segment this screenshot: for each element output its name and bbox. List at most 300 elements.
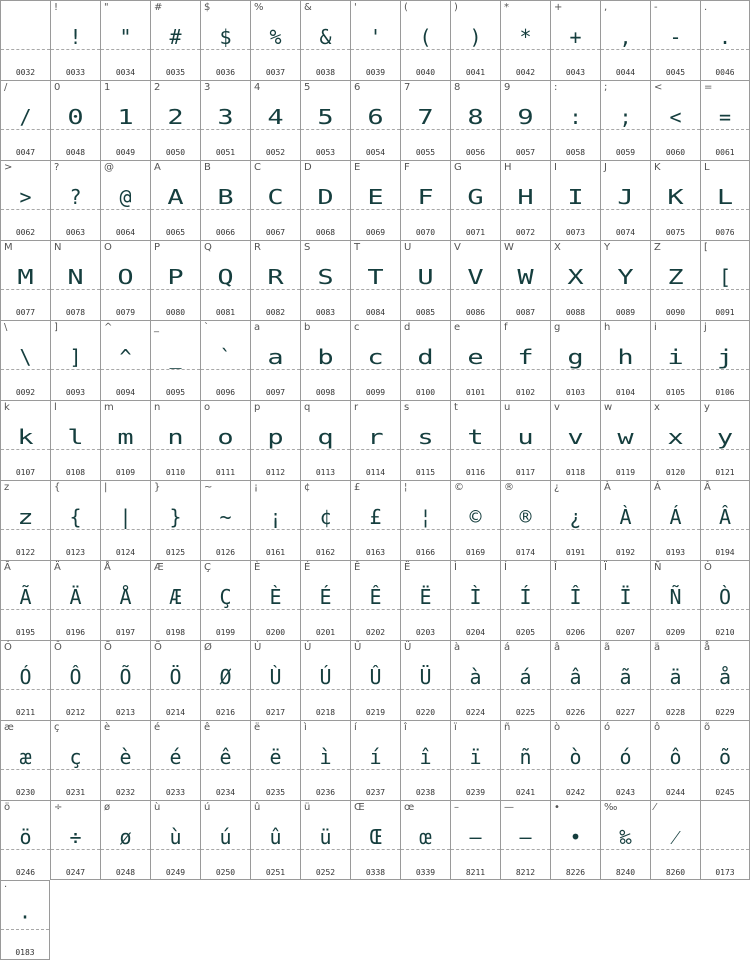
baseline-guide [101,289,150,290]
baseline-guide [301,449,350,450]
char-label: õ [704,722,711,733]
char-label: - [654,2,658,13]
glyph-cell [300,640,350,720]
glyph-sample: E [367,185,384,209]
char-code: 0081 [215,308,236,317]
glyph-sample: 0 [67,105,84,129]
char-label: | [104,482,108,493]
char-label: é [154,722,161,733]
glyph-sample: Œ [369,825,382,849]
char-label: á [504,642,511,653]
char-label: < [654,82,663,93]
char-label: ô [654,722,661,733]
char-label: ç [54,722,60,733]
char-label: — [504,802,514,813]
char-label: \ [4,322,8,333]
glyph-sample: ? [69,185,82,209]
glyph-cell [700,640,750,720]
baseline-guide [451,289,500,290]
char-code: 0059 [615,148,636,157]
char-code: 0070 [415,228,436,237]
char-code: 0226 [565,708,586,717]
glyph-cell [0,320,50,400]
char-label: Œ [354,802,365,813]
baseline-guide [351,609,400,610]
char-code: 0060 [665,148,686,157]
glyph-cell [50,0,100,80]
char-code: 0074 [615,228,636,237]
glyph-cell [0,800,50,880]
baseline-guide [451,209,500,210]
char-label: â [554,642,561,653]
char-code: 0224 [465,708,486,717]
char-label: , [604,2,608,13]
char-label: [ [704,242,708,253]
char-label: ^ [104,322,113,333]
char-label: Ê [354,562,361,573]
baseline-guide [401,289,450,290]
glyph-sample: ¢ [319,505,332,529]
baseline-guide [1,849,50,850]
glyph-sample: : [569,105,582,129]
baseline-guide [451,609,500,610]
char-code: 0067 [265,228,286,237]
glyph-cell [100,560,150,640]
char-code: 0047 [15,148,36,157]
glyph-cell [0,880,50,960]
baseline-guide [451,49,500,50]
glyph-cell [200,480,250,560]
glyph-cell [550,560,600,640]
glyph-cell [650,720,700,800]
glyph-sample: % [269,25,282,49]
char-code: 0237 [365,788,386,797]
glyph-sample: ⁄ [673,825,678,849]
char-code: 0114 [365,468,386,477]
char-label: & [304,2,312,13]
glyph-sample: d [417,345,434,369]
char-code: 0246 [15,868,36,877]
glyph-sample: k [17,425,34,449]
baseline-guide [401,849,450,850]
char-label: : [554,82,558,93]
char-label: Ø [204,642,212,653]
glyph-cell [100,640,150,720]
char-label: ê [204,722,211,733]
glyph-sample: i [667,345,684,369]
char-label: Æ [154,562,164,573]
char-code: 0107 [15,468,36,477]
char-label: å [704,642,711,653]
glyph-cell [200,720,250,800]
glyph-sample [701,823,749,849]
char-label: í [354,722,357,733]
glyph-cell [350,0,400,80]
char-code: 0197 [115,628,136,637]
char-code: 0109 [115,468,136,477]
char-label: Ç [204,562,211,573]
baseline-guide [701,689,749,690]
glyph-cell [350,480,400,560]
char-code: 0080 [165,308,186,317]
glyph-sample: 3 [217,105,234,129]
glyph-sample: j [716,345,734,369]
char-label: J [604,162,607,173]
glyph-sample: Â [718,505,732,529]
baseline-guide [451,849,500,850]
baseline-guide [301,49,350,50]
glyph-cell [250,720,300,800]
glyph-sample: ¦ [419,505,432,529]
char-code: 0054 [365,148,386,157]
char-code: 0234 [215,788,236,797]
char-label: 7 [404,82,411,93]
baseline-guide [501,209,550,210]
glyph-sample: I [567,185,584,209]
baseline-guide [251,449,300,450]
char-code: 0103 [565,388,586,397]
baseline-guide [151,849,200,850]
glyph-sample: ! [69,25,82,49]
glyph-cell [650,80,700,160]
baseline-guide [301,289,350,290]
glyph-sample: – [469,825,482,849]
char-label: ò [554,722,561,733]
char-code: 0194 [715,548,735,557]
char-label: t [454,402,458,413]
glyph-sample: ú [219,825,232,849]
glyph-sample: } [169,505,182,529]
glyph-cell [100,720,150,800]
glyph-sample: Æ [169,585,182,609]
glyph-cell [650,480,700,560]
baseline-guide [301,849,350,850]
glyph-sample: x [667,425,684,449]
char-code: 0126 [215,548,236,557]
baseline-guide [551,609,600,610]
glyph-sample: £ [369,505,382,529]
char-label: Ä [54,562,61,573]
glyph-cell [0,0,50,80]
char-code: 0083 [315,308,336,317]
glyph-sample: ; [619,105,632,129]
char-code: 0183 [15,948,35,957]
char-label: s [404,402,410,413]
char-label: ì [304,722,307,733]
glyph-sample: Z [667,265,684,289]
glyph-sample: 9 [517,105,534,129]
glyph-sample: Û [369,665,382,689]
glyph-sample: ö [19,825,32,849]
glyph-sample: R [267,265,284,289]
char-code: 0123 [65,548,86,557]
char-code: 0056 [465,148,486,157]
glyph-sample: ' [369,25,382,49]
baseline-guide [101,609,150,610]
glyph-sample: 5 [317,105,334,129]
char-code: 0228 [665,708,686,717]
baseline-guide [301,129,350,130]
char-label: h [604,322,611,333]
glyph-sample: y [716,425,734,449]
baseline-guide [651,369,700,370]
baseline-guide [401,529,450,530]
char-code: 0057 [515,148,536,157]
char-code: 0205 [515,628,536,637]
glyph-sample: < [669,105,682,129]
baseline-guide [251,369,300,370]
glyph-sample: ó [619,745,632,769]
char-label: n [154,402,161,413]
char-label: m [104,402,114,413]
char-label: I [554,162,557,173]
char-label: 5 [304,82,311,93]
glyph-sample: F [417,185,434,209]
char-label: Ö [154,642,162,653]
glyph-cell [250,0,300,80]
char-label: % [254,2,264,13]
glyph-cell [650,0,700,80]
char-label: Å [104,562,111,573]
glyph-cell [400,640,450,720]
char-label: S [304,242,311,253]
char-label: R [254,242,261,253]
char-code: 0035 [165,68,186,77]
char-code: 0112 [265,468,286,477]
glyph-cell [200,560,250,640]
glyph-sample: J [617,185,634,209]
glyph-cell [650,800,700,880]
char-code: 0162 [315,548,336,557]
glyph-sample: ü [319,825,332,849]
glyph-sample: Ö [169,665,182,689]
baseline-guide [51,209,100,210]
char-label: ï [454,722,457,733]
glyph-sample: u [517,425,534,449]
char-code: 0235 [265,788,286,797]
char-label: r [354,402,359,413]
baseline-guide [351,289,400,290]
glyph-sample: D [317,185,334,209]
baseline-guide [351,209,400,210]
char-code: 0038 [315,68,336,77]
char-code: 0092 [15,388,36,397]
baseline-guide [501,49,550,50]
char-code: 0201 [315,628,336,637]
baseline-guide [151,449,200,450]
char-code: 0163 [365,548,386,557]
baseline-guide [151,529,200,530]
glyph-cell [600,0,650,80]
char-code: 0066 [215,228,236,237]
baseline-guide [451,689,500,690]
char-label: Ë [404,562,411,573]
glyph-sample: f [517,345,534,369]
char-code: 0231 [65,788,86,797]
char-code: 0071 [465,228,486,237]
char-code: 0100 [415,388,436,397]
char-label: { [54,482,61,493]
glyph-cell [700,240,750,320]
baseline-guide [1,689,50,690]
glyph-sample: c [367,345,384,369]
char-label: D [304,162,312,173]
char-label: j [704,322,707,333]
baseline-guide [501,129,550,130]
glyph-sample: â [569,665,582,689]
glyph-cell [250,560,300,640]
glyph-sample: é [169,745,182,769]
glyph-sample: å [718,665,732,689]
char-label: o [204,402,211,413]
char-code: 0033 [65,68,86,77]
glyph-cell [650,560,700,640]
char-label: y [704,402,710,413]
char-code: 0110 [165,468,186,477]
char-code: 0078 [65,308,86,317]
glyph-sample: Ô [69,665,82,689]
glyph-sample: $ [219,25,232,49]
char-label: Ò [704,562,712,573]
char-code: 0098 [315,388,336,397]
char-label: + [554,2,563,13]
char-code: 0079 [115,308,136,317]
glyph-cell [300,0,350,80]
baseline-guide [601,529,650,530]
char-label: b [304,322,311,333]
char-label: è [104,722,111,733]
char-label: p [254,402,261,413]
baseline-guide [101,449,150,450]
char-label: È [254,562,261,573]
char-code: 0202 [365,628,386,637]
char-label: X [554,242,561,253]
glyph-sample: _ [169,345,182,369]
glyph-sample: p [267,425,284,449]
char-label: v [554,402,560,413]
glyph-cell [150,800,200,880]
char-code: 0068 [315,228,336,237]
glyph-cell [100,480,150,560]
char-label: Ó [4,642,12,653]
glyph-sample: q [317,425,334,449]
glyph-cell [450,560,500,640]
glyph-cell [250,640,300,720]
char-code: 0039 [365,68,386,77]
char-label: • [554,802,560,813]
char-code: 0086 [465,308,486,317]
glyph-cell [450,720,500,800]
glyph-cell [300,800,350,880]
char-code: 0192 [615,548,636,557]
baseline-guide [701,529,749,530]
char-code: 0116 [465,468,486,477]
char-label: 8 [454,82,461,93]
char-code: 0052 [265,148,286,157]
glyph-sample: Ì [469,585,482,609]
glyph-sample: Ä [69,585,82,609]
char-code: 0055 [415,148,436,157]
char-code: 0073 [565,228,586,237]
glyph-cell [50,320,100,400]
char-label: Õ [104,642,112,653]
char-label: 3 [204,82,211,93]
char-code: 0115 [415,468,436,477]
glyph-sample: 2 [167,105,184,129]
baseline-guide [551,129,600,130]
char-code: 0095 [165,388,186,397]
glyph-sample: @ [119,185,132,209]
char-code: 0043 [565,68,586,77]
glyph-cell [150,720,200,800]
baseline-guide [701,209,749,210]
char-code: 0102 [515,388,536,397]
char-code: 0213 [115,708,136,717]
glyph-cell [400,800,450,880]
baseline-guide [701,369,749,370]
baseline-guide [551,849,600,850]
char-code: 0245 [715,788,735,797]
glyph-cell [500,640,550,720]
glyph-sample: 6 [367,105,384,129]
glyph-sample: ] [69,345,82,369]
glyph-sample: - [669,25,682,49]
glyph-sample: ÷ [69,825,82,849]
baseline-guide [401,129,450,130]
char-label: Ü [404,642,412,653]
baseline-guide [351,449,400,450]
char-code: 0125 [165,548,186,557]
baseline-guide [151,209,200,210]
glyph-sample: í [369,745,382,769]
glyph-sample: M [17,265,34,289]
char-label: – [454,802,459,813]
glyph-cell [500,720,550,800]
char-label: ö [4,802,11,813]
char-code: 0050 [165,148,186,157]
baseline-guide [451,529,500,530]
glyph-sample: Õ [119,665,132,689]
char-code: 0248 [115,868,136,877]
char-code: 0051 [215,148,236,157]
glyph-cell [50,160,100,240]
char-code: 0041 [465,68,486,77]
char-label: Q [204,242,212,253]
char-code: 0229 [715,708,735,717]
char-code: 0232 [115,788,136,797]
char-code: 0076 [715,228,735,237]
glyph-sample: 8 [467,105,484,129]
baseline-guide [651,49,700,50]
baseline-guide [201,129,250,130]
baseline-guide [151,689,200,690]
glyph-sample: ã [619,665,632,689]
glyph-sample: T [367,265,384,289]
char-code: 0062 [15,228,36,237]
glyph-cell [600,560,650,640]
baseline-guide [551,689,600,690]
glyph-cell [450,640,500,720]
char-code: 0211 [15,708,36,717]
char-code: 0207 [615,628,636,637]
glyph-sample: w [617,425,634,449]
baseline-guide [401,449,450,450]
char-code: 0220 [415,708,436,717]
glyph-sample: V [467,265,484,289]
char-label: Ú [304,642,312,653]
char-label: ó [604,722,611,733]
baseline-guide [201,689,250,690]
